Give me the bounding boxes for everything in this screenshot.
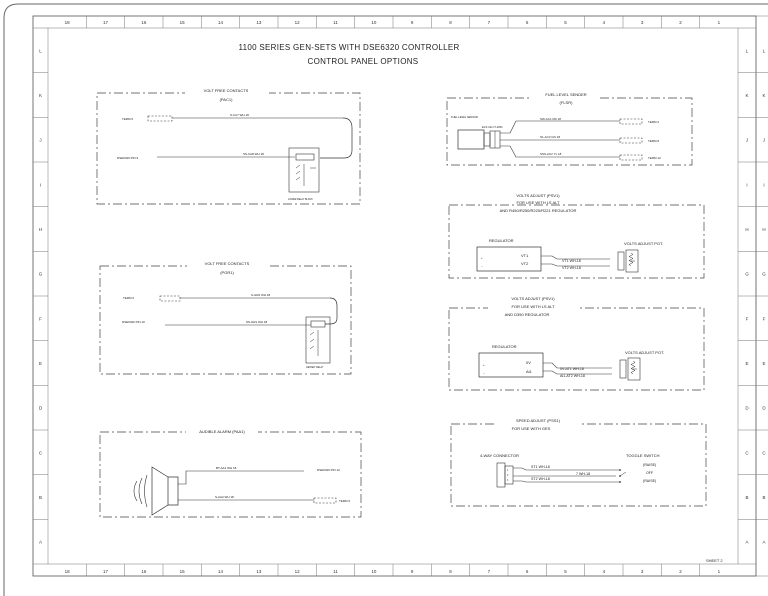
pac1-subtitle: (PAC1) bbox=[219, 97, 233, 102]
flsr-title: FUEL LEVEL SENDER bbox=[545, 92, 587, 97]
row-label-edge-J: J bbox=[762, 137, 766, 143]
psv1b-pot-label: VOLTS ADJUST POT. bbox=[625, 350, 665, 355]
col-label-top-1: 1 bbox=[717, 20, 721, 25]
psv1b-pin1: 0V bbox=[526, 360, 531, 365]
col-label-top-5: 5 bbox=[564, 20, 567, 25]
col-label-bottom-16: 16 bbox=[141, 569, 147, 574]
flsr-wire3: SSS-AC2 YL 18 bbox=[540, 152, 562, 156]
psv1b-pin2: Ai1 bbox=[526, 369, 532, 374]
row-label-left-C: C bbox=[38, 450, 43, 456]
svg-text:1: 1 bbox=[507, 470, 509, 472]
col-label-bottom-12: 12 bbox=[294, 569, 300, 574]
pgr1-wire1: S-GR2 WH 18 bbox=[251, 293, 271, 297]
row-label-left-F: F bbox=[39, 316, 42, 322]
svg-text:3: 3 bbox=[507, 480, 509, 482]
col-label-bottom-5: 5 bbox=[564, 569, 567, 574]
row-label-left-H: H bbox=[38, 227, 43, 232]
col-label-top-9: 9 bbox=[410, 20, 414, 25]
psv1a-title3: AND R450/R250/R220/R221 REGULATOR bbox=[499, 208, 577, 213]
col-label-bottom-1: 1 bbox=[717, 569, 721, 574]
row-label-left-J: J bbox=[39, 137, 42, 143]
flsr-wire1: SW-AC1 RD 18 bbox=[540, 117, 561, 121]
row-label-edge-E: E bbox=[762, 361, 766, 366]
col-label-top-15: 15 bbox=[179, 20, 185, 25]
psv1a-pin1: VT1 bbox=[521, 253, 529, 258]
col-label-top-2: 2 bbox=[679, 20, 682, 25]
svg-text:−: − bbox=[481, 264, 483, 268]
psv1b-wire2: Ai1-AT2 WH-18 bbox=[560, 374, 585, 378]
psv1a-pin2: VT2 bbox=[521, 261, 529, 266]
row-label-right-F: F bbox=[745, 316, 749, 322]
row-label-edge-L: L bbox=[762, 48, 766, 54]
col-label-bottom-18: 18 bbox=[64, 569, 70, 574]
row-label-right-K: K bbox=[745, 93, 749, 98]
col-label-bottom-17: 17 bbox=[102, 569, 109, 574]
sheet-subtitle: CONTROL PANEL OPTIONS bbox=[307, 57, 419, 66]
row-label-left-G: G bbox=[38, 271, 43, 277]
pac1-title: VOLT FREE CONTACTS bbox=[203, 88, 249, 93]
col-label-top-4: 4 bbox=[602, 20, 606, 25]
psv1b-title2: FOR USE WITH LS ALT bbox=[511, 304, 555, 309]
pss1-connector-label: 4-WAY CONNECTOR bbox=[480, 453, 519, 458]
col-label-bottom-2: 2 bbox=[679, 569, 682, 574]
psv1a-title1: VOLTS ADJUST (PSV1) bbox=[516, 193, 560, 198]
psv1a-title2: FOR USE WITH LS ALT bbox=[516, 200, 560, 205]
col-label-top-3: 3 bbox=[640, 20, 644, 25]
row-label-edge-I: I bbox=[763, 182, 765, 188]
pss1-wire3: 7 WH-18 bbox=[576, 472, 591, 476]
svg-text:2: 2 bbox=[507, 475, 509, 477]
psv1a-regulator-label: REGULATOR bbox=[489, 238, 514, 243]
flsr-subtitle: (FLSR) bbox=[559, 100, 573, 105]
row-label-left-K: K bbox=[38, 93, 43, 98]
sheet-title: 1100 SERIES GEN-SETS WITH DSE6320 CONTROLLER bbox=[238, 43, 460, 52]
psv1a-wire2: VT2 WH-18 bbox=[562, 266, 581, 270]
row-label-right-D: D bbox=[745, 405, 749, 411]
flsr-connector-label: ECX-CE CT-2054 bbox=[482, 126, 503, 129]
pac1-relay-note: LOWER RELAY BLOCK bbox=[288, 199, 313, 201]
row-label-edge-D: D bbox=[762, 405, 766, 411]
col-label-bottom-8: 8 bbox=[449, 569, 452, 574]
row-label-right-A: A bbox=[745, 539, 749, 545]
flsr-term2: TERM 8 bbox=[648, 139, 660, 143]
col-label-bottom-4: 4 bbox=[602, 569, 606, 574]
col-label-top-6: 6 bbox=[525, 20, 529, 25]
row-label-left-I: I bbox=[39, 182, 42, 188]
flsr-wire2: S1-AC3 GN 18 bbox=[540, 135, 561, 139]
col-label-top-13: 13 bbox=[256, 20, 262, 25]
flsr-sensor-label: FUEL LEVEL SENSOR bbox=[451, 116, 478, 119]
pss1-raise2: (RAISE) bbox=[643, 479, 657, 483]
col-label-bottom-14: 14 bbox=[217, 569, 224, 574]
row-label-right-I: I bbox=[746, 182, 748, 188]
col-label-top-7: 7 bbox=[487, 20, 491, 25]
row-label-edge-C: C bbox=[762, 450, 766, 456]
pss1-switch-label: TOGGLE SWITCH bbox=[626, 453, 660, 458]
row-label-right-E: E bbox=[745, 361, 749, 366]
paa1-title: AUDIBLE ALARM (PAA1) bbox=[199, 429, 245, 434]
row-label-right-H: H bbox=[745, 227, 749, 232]
row-label-left-D: D bbox=[38, 405, 43, 411]
col-label-bottom-6: 6 bbox=[525, 569, 529, 574]
pac1-wire1: S-CA7 WH 18 bbox=[230, 113, 249, 117]
col-label-top-14: 14 bbox=[217, 20, 224, 25]
pgr1-subtitle: (PGR1) bbox=[220, 270, 234, 275]
pgr1-relay-note: GENSET RELAY bbox=[306, 367, 324, 369]
col-label-bottom-7: 7 bbox=[487, 569, 491, 574]
row-label-edge-G: G bbox=[762, 271, 766, 277]
row-label-left-A: A bbox=[38, 539, 43, 545]
sheet-number: SHEET 2 bbox=[706, 558, 723, 563]
psv1b-title1: VOLTS ADJUST (PSV1) bbox=[511, 296, 555, 301]
flsr-term3: TERM 12 bbox=[648, 156, 661, 160]
row-label-right-B: B bbox=[745, 495, 749, 500]
pss1-wire2: ST2 WH-18 bbox=[531, 477, 550, 481]
svg-text:+: + bbox=[481, 256, 483, 260]
pss1-title1: SPEED ADJUST (PSS1) bbox=[516, 418, 560, 423]
pgr1-dse-label: DSE6320 PIN 10 bbox=[122, 320, 145, 324]
pss1-off: OFF bbox=[646, 471, 654, 475]
row-label-left-L: L bbox=[39, 48, 42, 54]
col-label-bottom-13: 13 bbox=[256, 569, 262, 574]
col-label-top-8: 8 bbox=[449, 20, 452, 25]
psv1b-title3: AND D350 REGULATOR bbox=[504, 312, 550, 317]
pac1-term-label: TERM 6 bbox=[122, 117, 134, 121]
psv1a-wire1: VT1 WH-18 bbox=[562, 259, 581, 263]
pac1-dse-label: DSE6320 PIN 9 bbox=[117, 156, 139, 160]
row-label-right-C: C bbox=[745, 450, 749, 456]
row-label-left-E: E bbox=[38, 361, 43, 366]
col-label-bottom-11: 11 bbox=[333, 569, 338, 574]
pgr1-title: VOLT FREE CONTACTS bbox=[204, 261, 250, 266]
pss1-title2: FOR USE WITH GES bbox=[511, 426, 551, 431]
col-label-top-18: 18 bbox=[64, 20, 70, 25]
col-label-bottom-3: 3 bbox=[640, 569, 644, 574]
pac1-wire2: SS-CA8 WH 18 bbox=[243, 152, 264, 156]
row-label-left-B: B bbox=[38, 495, 43, 500]
row-label-edge-F: F bbox=[762, 316, 766, 322]
psv1b-wire1: 0V-AT1 WH-18 bbox=[560, 367, 584, 371]
pgr1-term-label: TERM 6 bbox=[123, 296, 135, 300]
psv1b-regulator-label: REGULATOR bbox=[492, 344, 517, 349]
pss1-raise1: (RAISE) bbox=[643, 463, 657, 467]
pgr1-wire2: SS-GR1 WH 18 bbox=[246, 320, 268, 324]
flsr-term1: TERM 2 bbox=[648, 120, 660, 124]
col-label-top-10: 10 bbox=[371, 20, 377, 25]
col-label-bottom-10: 10 bbox=[371, 569, 377, 574]
paa1-wire1: BT-AA1 WH 18 bbox=[216, 466, 237, 470]
paa1-wire2: S-AA2 WH 18 bbox=[215, 495, 234, 499]
col-label-top-16: 16 bbox=[141, 20, 147, 25]
paa1-term-label: TERM 6 bbox=[339, 499, 351, 503]
row-label-right-L: L bbox=[745, 48, 749, 54]
row-label-right-G: G bbox=[745, 271, 749, 277]
col-label-top-12: 12 bbox=[294, 20, 300, 25]
row-label-edge-A: A bbox=[762, 539, 766, 545]
col-label-top-11: 11 bbox=[333, 20, 338, 25]
row-label-edge-H: H bbox=[762, 227, 766, 232]
paa1-dse-label: DSE6320 PIN 12 bbox=[317, 468, 340, 472]
row-label-edge-B: B bbox=[762, 495, 766, 500]
col-label-bottom-15: 15 bbox=[179, 569, 185, 574]
pss1-wire1: ST1 WH-18 bbox=[531, 465, 550, 469]
svg-text:+: + bbox=[483, 363, 485, 367]
psv1a-pot-label: VOLTS ADJUST POT. bbox=[624, 241, 664, 246]
col-label-top-17: 17 bbox=[102, 20, 109, 25]
row-label-edge-K: K bbox=[762, 93, 766, 98]
row-label-right-J: J bbox=[745, 137, 749, 143]
col-label-bottom-9: 9 bbox=[410, 569, 414, 574]
svg-text:−: − bbox=[483, 371, 485, 375]
